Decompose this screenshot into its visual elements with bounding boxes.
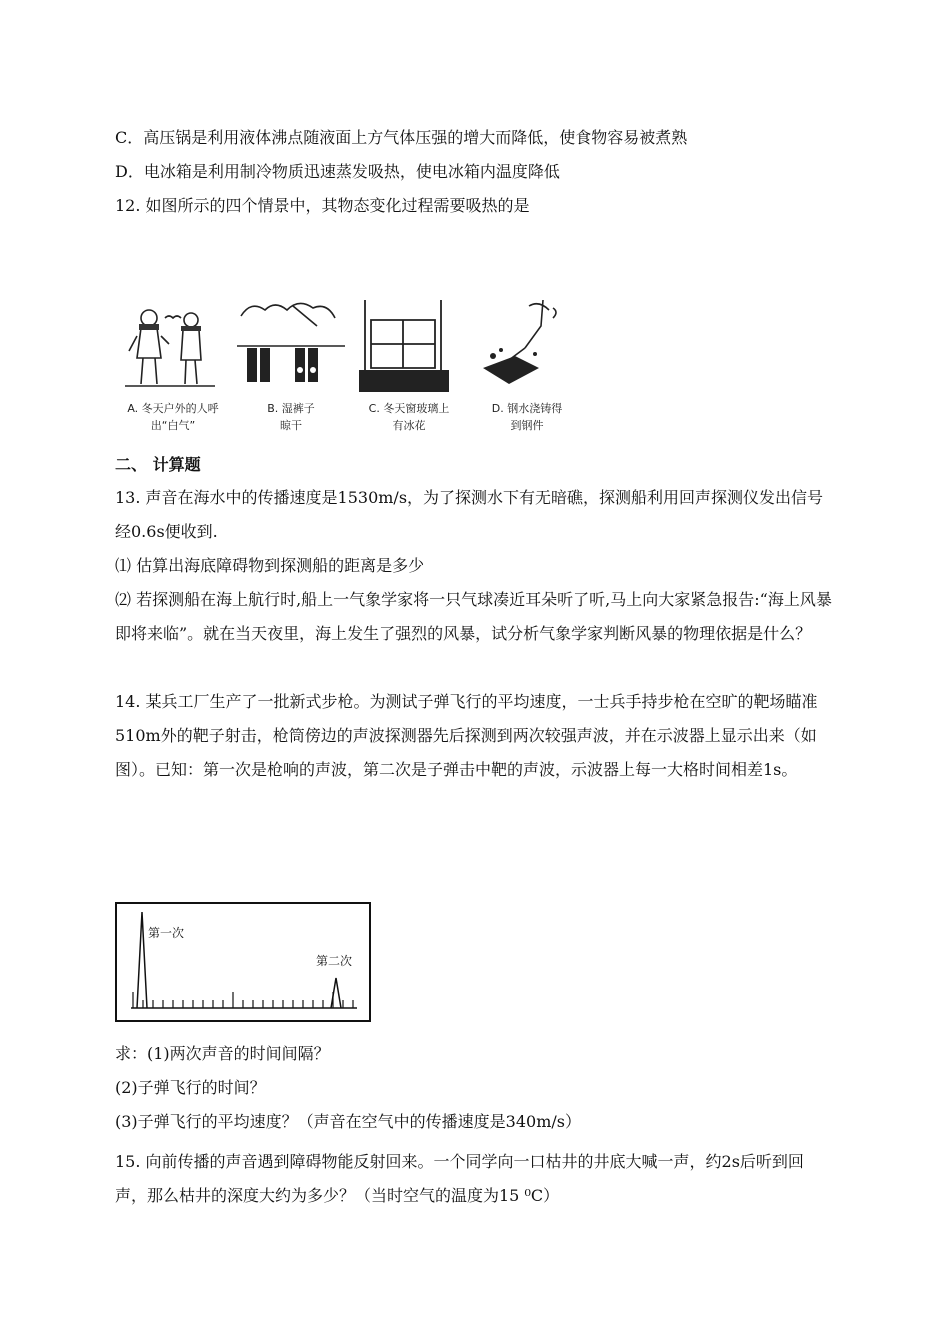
panel-c-caption-line2: 有冰花: [392, 419, 426, 432]
question-12: 12. 如图所示的四个情景中，其物态变化过程需要吸热的是: [115, 196, 530, 215]
panel-b-caption-line1: B. 湿裤子: [267, 402, 315, 415]
panel-d-caption-line1: D. 钢水浇铸得: [491, 402, 563, 415]
panel-a-caption-line1: A. 冬天户外的人呼: [127, 402, 219, 415]
panel-d: [469, 296, 585, 440]
panel-c-caption-line1: C. 冬天窗玻璃上: [368, 402, 450, 415]
q14-ask-2: (2)子弹飞行的时间？: [115, 1078, 266, 1097]
panel-b: [233, 296, 349, 440]
question-13: [115, 481, 835, 651]
oscilloscope-figure: [115, 902, 371, 1022]
q13-part2: ⑵ 若探测船在海上航行时,船上一气象学家将一只气球凑近耳朵听了听,马上向大家紧急报告:“海上风暴即将来临”。就在当天夜里，海上发生了强烈的风暴，试分析气象学家判断风暴的物理依据是什么？: [115, 590, 832, 643]
q13-part1: ⑴ 估算出海底障碍物到探测船的距离是多少: [115, 556, 425, 575]
q14-ask-3: (3)子弹飞行的平均速度？（声音在空气中的传播速度是340m/s）: [115, 1112, 581, 1131]
panel-a: [115, 296, 231, 440]
panel-c: [351, 296, 467, 440]
q12-figure: [115, 296, 585, 440]
panel-d-caption-line2: 到钢件: [510, 419, 544, 432]
window-frost-icon: [351, 296, 467, 396]
scope-label-first: 第一次: [148, 926, 185, 940]
q15-text: 15. 向前传播的声音遇到障碍物能反射回来。一个同学向一口枯井的井底大喊一声，约2s后听到回声，那么枯井的深度大约为多少？（当时空气的温度为15 ⁰C）: [115, 1152, 804, 1205]
panel-b-caption-line2: 晾干: [280, 419, 302, 432]
question-14: [115, 685, 835, 787]
section-2-title: 二、 计算题: [115, 455, 201, 474]
molten-steel-casting-icon: [469, 296, 585, 396]
q14-ask-1: 求：(1)两次声音的时间间隔？: [115, 1044, 330, 1063]
question-15: [115, 1145, 835, 1213]
panel-a-caption-line2: 出“白气”: [150, 419, 196, 432]
option-d: D．电冰箱是利用制冷物质迅速蒸发吸热，使电冰箱内温度降低: [115, 162, 560, 181]
scope-label-second: 第二次: [316, 954, 353, 968]
q13-text: 13. 声音在海水中的传播速度是1530m/s，为了探测水下有无暗礁，探测船利用回声探测仪发出信号经0.6s便收到.: [115, 488, 824, 541]
wet-pants-drying-icon: [233, 296, 349, 396]
option-c: C．高压锅是利用液体沸点随液面上方气体压强的增大而降低，使食物容易被煮熟: [115, 128, 688, 147]
q14-text: 14. 某兵工厂生产了一批新式步枪。为测试子弹飞行的平均速度，一士兵手持步枪在空旷的靶场瞄准510m外的靶子射击，枪筒傍边的声波探测器先后探测到两次较强声波，并在示波器上显示出来（如图）。已知：第一次是枪响的声波，第二次是子弹击中靶的声波，示波器上每一大格时间相差1s。: [115, 692, 818, 779]
people-breath-icon: [115, 296, 231, 396]
